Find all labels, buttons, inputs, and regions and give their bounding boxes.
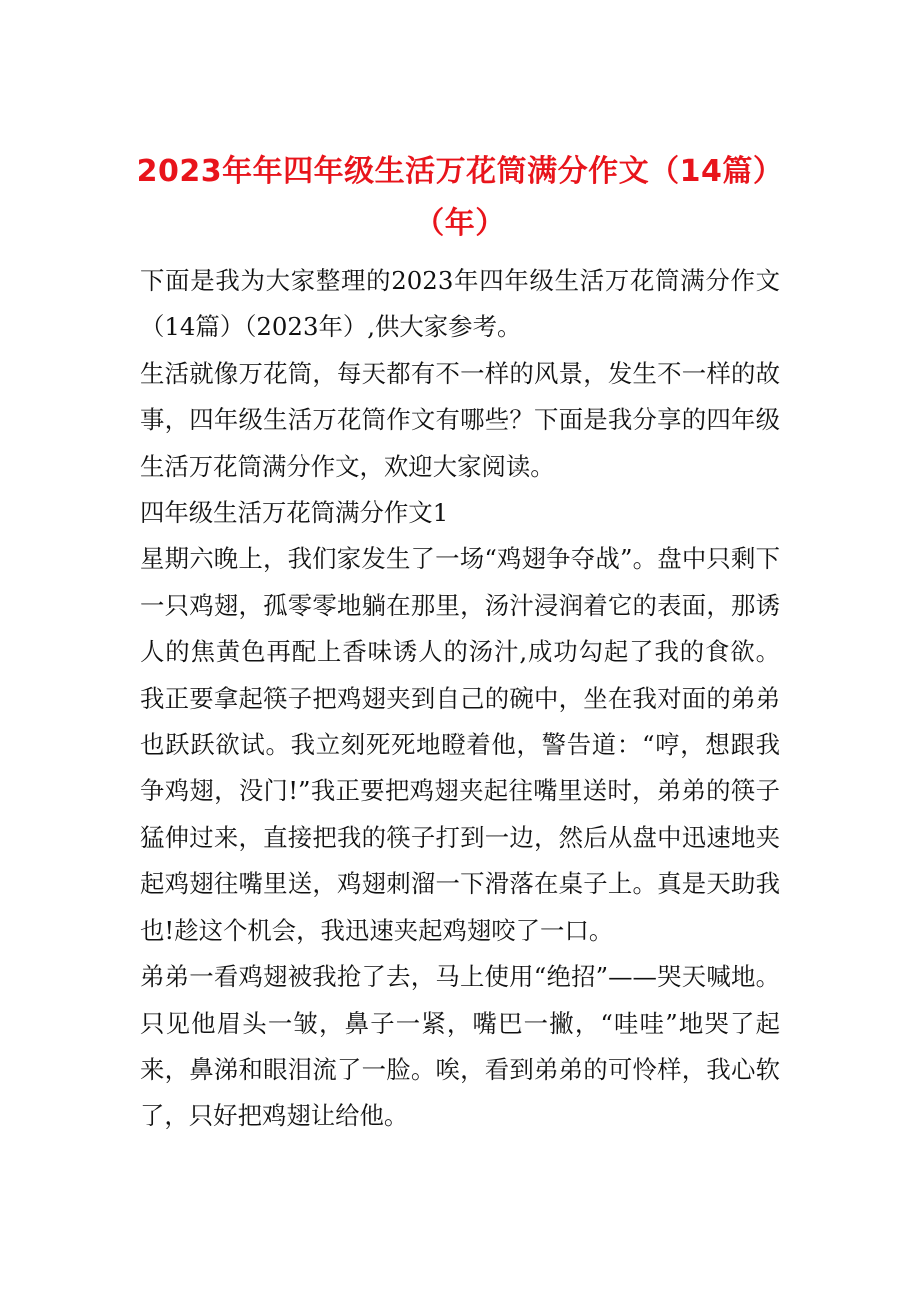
- document-body: [140, 258, 780, 1140]
- intro-paragraph: 下面是我为大家整理的2023年四年级生活万花筒满分作文（14篇）（2023年）,供大家参考。: [140, 266, 780, 342]
- essay-heading: 四年级生活万花筒满分作文1: [140, 498, 449, 528]
- document-title: 2023年年四年级生活万花筒满分作文（14篇）（年）: [136, 154, 784, 241]
- summary-paragraph: 生活就像万花筒，每天都有不一样的风景，发生不一样的故事，四年级生活万花筒作文有哪些？下面是我分享的四年级生活万花筒满分作文，欢迎大家阅读。: [140, 358, 780, 481]
- essay-paragraph: 星期六晚上，我们家发生了一场“鸡翅争夺战”。盘中只剩下一只鸡翅，孤零零地躺在那里，汤汁浸润着它的表面，那诱人的焦黄色再配上香味诱人的汤汁,成功勾起了我的食欲。我正要拿起筷子把鸡翅夹到自己的碗中，坐在我对面的弟弟也跃跃欲试。我立刻死死地瞪着他，警告道：“哼，想跟我争鸡翅，没门!”我正要把鸡翅夹起往嘴里送时，弟弟的筷子猛伸过来，直接把我的筷子打到一边，然后从盘中迅速地夹起鸡翅往嘴里送，鸡翅刺溜一下滑落在桌子上。真是天助我也!趁这个机会，我迅速夹起鸡翅咬了一口。: [140, 544, 780, 945]
- essay-paragraph: 弟弟一看鸡翅被我抢了去，马上使用“绝招”——哭天喊地。只见他眉头一皱，鼻子一紧，嘴巴一撇，“哇哇”地哭了起来，鼻涕和眼泪流了一脸。唉，看到弟弟的可怜样，我心软了，只好把鸡翅让给他。: [140, 962, 780, 1131]
